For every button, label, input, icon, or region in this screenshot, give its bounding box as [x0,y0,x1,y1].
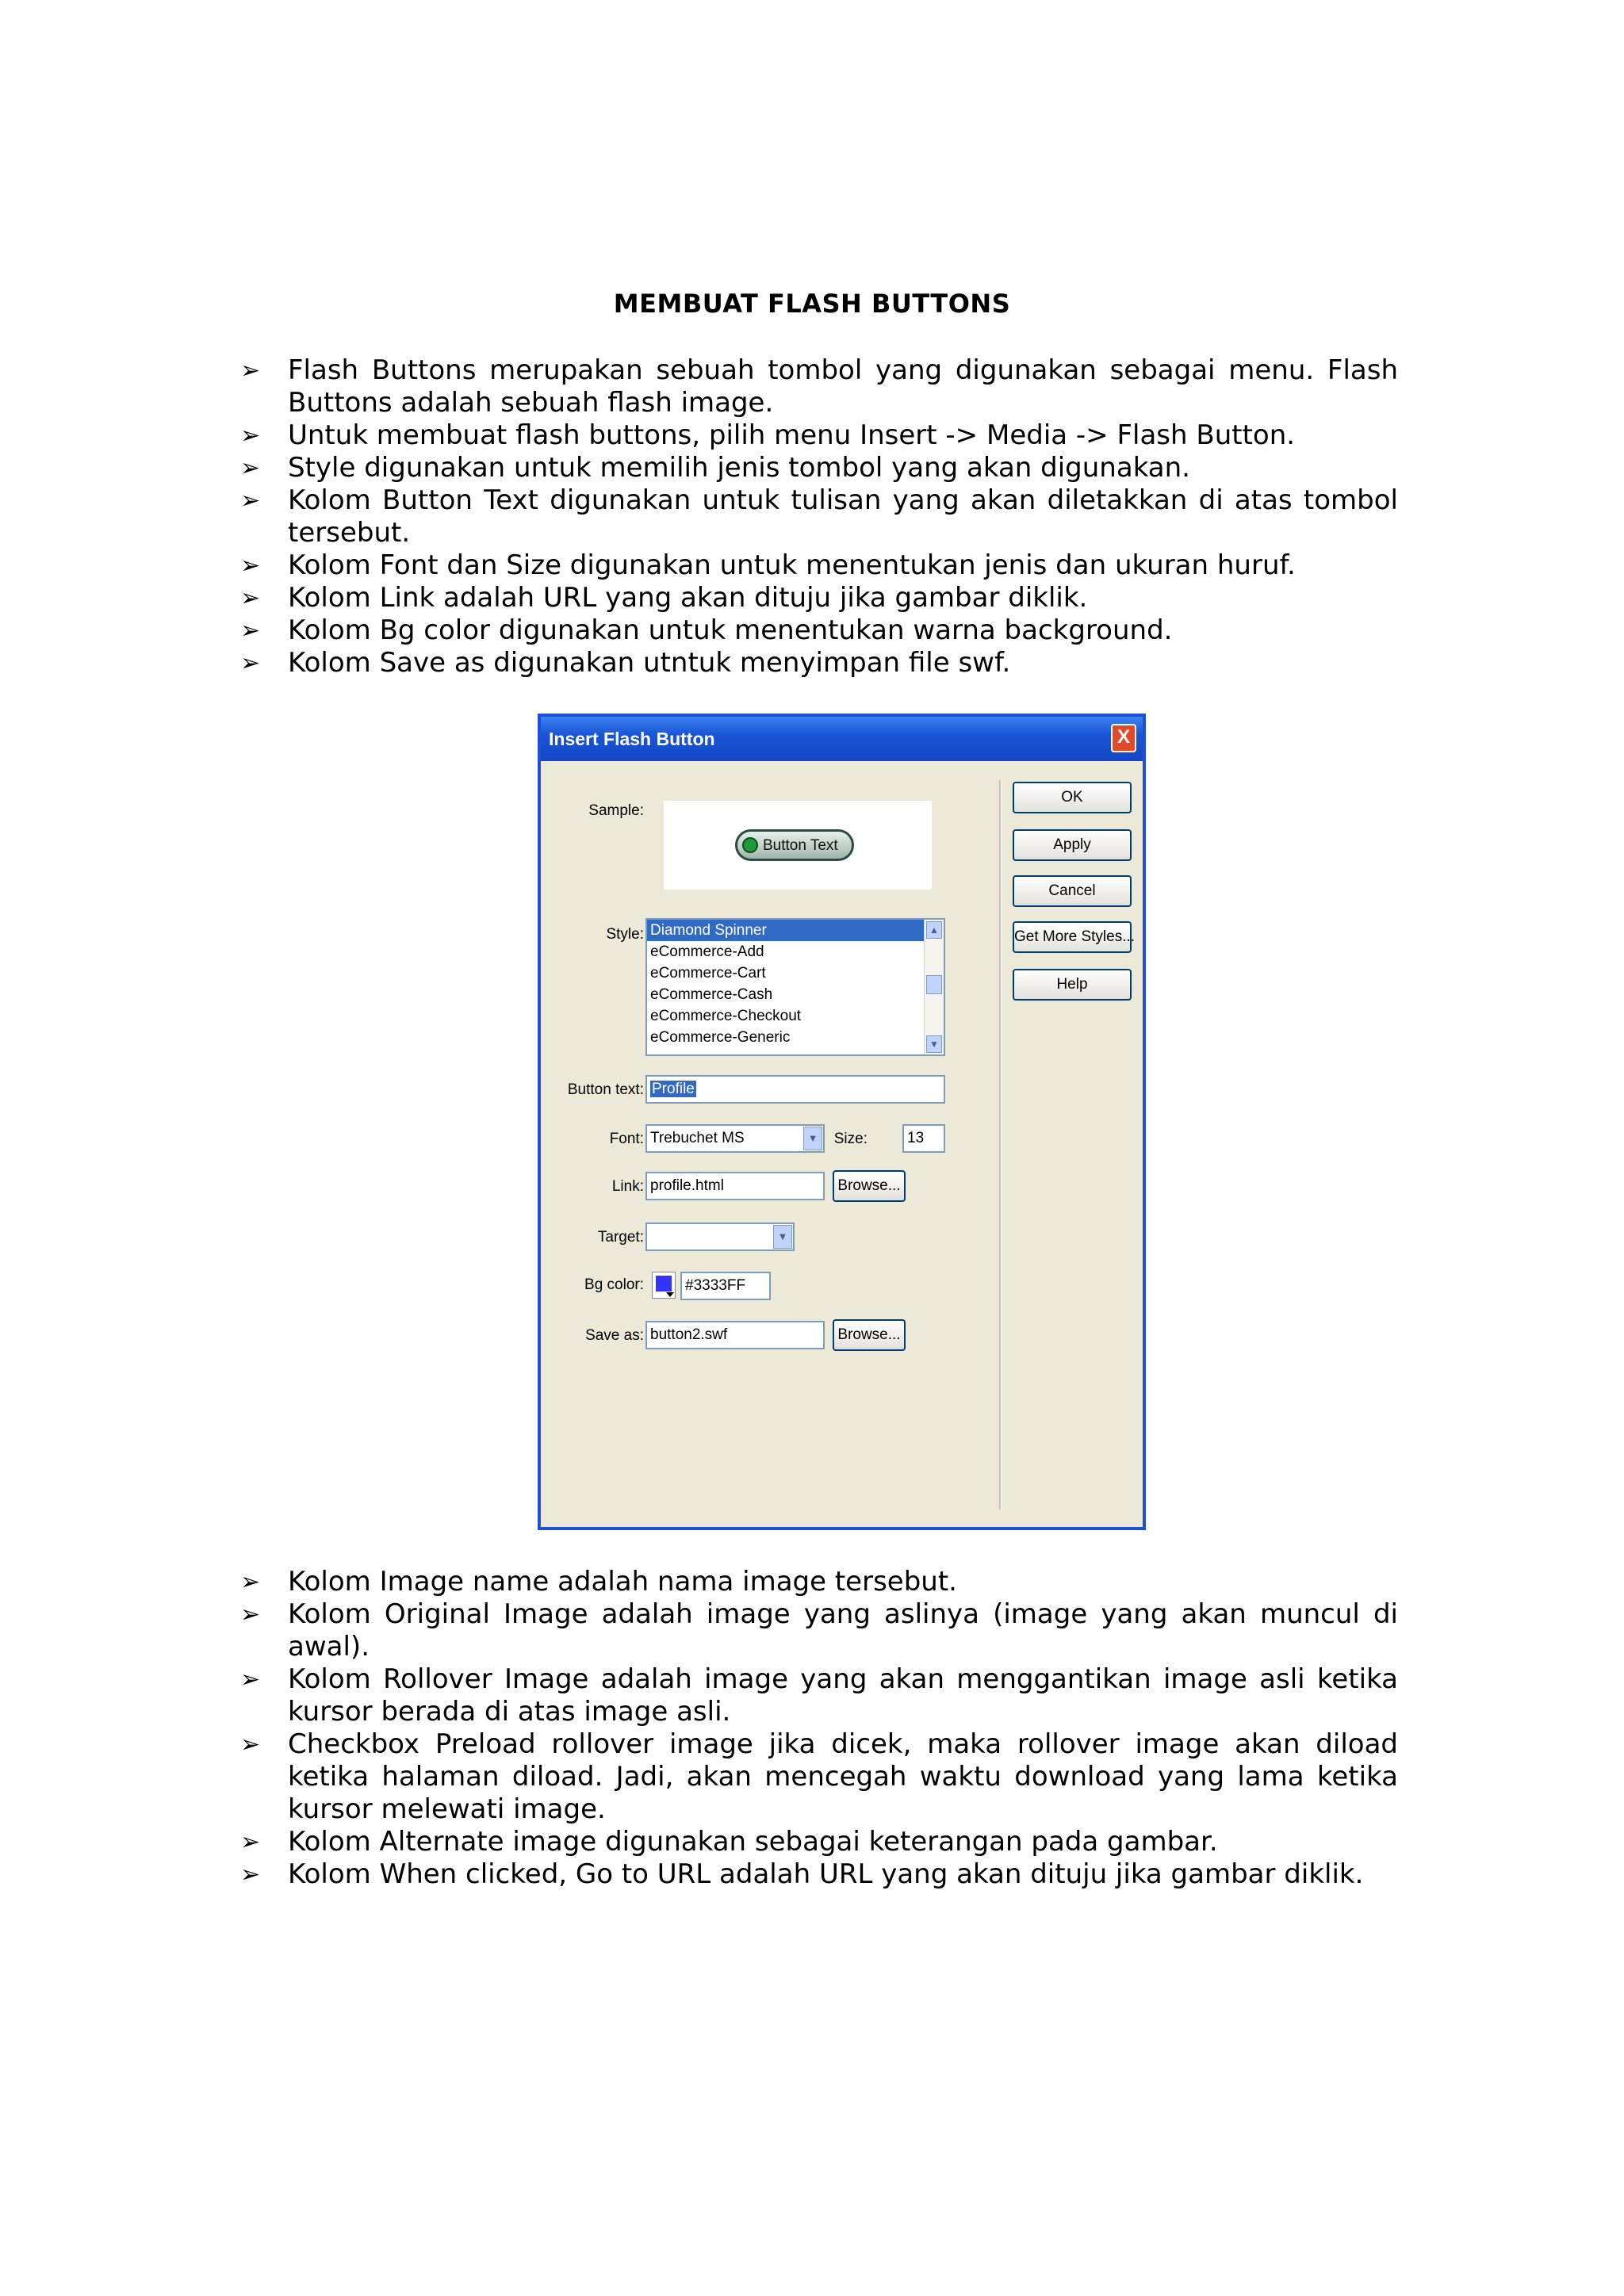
cancel-button[interactable]: Cancel [1013,875,1132,907]
list-item[interactable]: eCommerce-Checkout [650,1008,802,1024]
list-item[interactable]: eCommerce-Cash [650,986,773,1003]
sample-button-text: Button Text [763,837,838,854]
button-text-value: Profile [652,1081,695,1097]
sample-flash-button [735,829,854,861]
sample-preview [664,801,932,890]
link-value: profile.html [650,1177,724,1194]
list-item: ➢ Kolom Bg color digunakan untuk menentukan warna background. [240,614,1173,646]
list-item: ➢ Kolom Rollover Image adalah image yang akan menggantikan image asli ketika kursor berada di atas image asli. [240,1663,1398,1728]
button-text-input[interactable] [645,1075,945,1104]
scroll-down-icon[interactable]: ▼ [926,1035,942,1053]
list-item: ➢ Kolom Button Text digunakan untuk tulisan yang akan diletakkan di atas tombol tersebut. [240,484,1398,549]
size-input[interactable] [902,1124,945,1153]
chevron-down-icon[interactable]: ▼ [803,1127,822,1150]
arrow-bullet-icon: ➢ [240,1731,261,1758]
list-item[interactable]: eCommerce-Cart [650,965,766,982]
arrow-bullet-icon: ➢ [240,649,261,677]
dialog-title: Insert Flash Button [549,729,715,749]
sample-label: Sample: [588,802,644,819]
list-item: ➢ Style digunakan untuk memilih jenis tombol yang akan digunakan. [240,452,1190,484]
save-as-value: button2.swf [650,1326,728,1343]
arrow-bullet-icon: ➢ [240,1828,261,1856]
list-item: ➢ Kolom Original Image adalah image yang aslinya (image yang akan muncul di awal). [240,1598,1398,1663]
style-listbox[interactable] [645,918,945,1056]
dropdown-triangle-icon [666,1292,674,1297]
target-select[interactable] [645,1223,795,1251]
link-label: Link: [611,1178,644,1195]
dialog-titlebar[interactable] [541,717,1143,761]
list-item[interactable]: eCommerce-Generic [650,1029,791,1046]
target-label: Target: [597,1229,644,1246]
arrow-bullet-icon: ➢ [240,422,261,450]
size-value: 13 [907,1130,925,1146]
link-browse-button[interactable]: Browse... [833,1170,906,1202]
arrow-bullet-icon: ➢ [240,1568,261,1596]
scroll-up-icon[interactable]: ▲ [926,921,942,939]
close-icon[interactable]: X [1111,724,1136,752]
list-item: ➢ Kolom Image name adalah nama image tersebut. [240,1566,957,1598]
arrow-bullet-icon: ➢ [240,552,261,580]
dialog-separator [999,780,1002,1510]
bullet-list-bottom [240,1566,1398,1891]
list-item: ➢ Checkbox Preload rollover image jika dicek, maka rollover image akan diload ketika halaman diload. Jadi, akan mencegah waktu download yang lama ketika kursor melewati image. [240,1728,1398,1825]
arrow-bullet-icon: ➢ [240,357,261,385]
apply-button[interactable]: Apply [1013,829,1132,861]
save-as-browse-button[interactable]: Browse... [833,1319,906,1351]
save-as-label: Save as: [585,1327,644,1344]
font-value: Trebuchet MS [650,1130,745,1146]
bg-color-label: Bg color: [584,1276,644,1293]
list-item: ➢ Kolom Link adalah URL yang akan dituju jika gambar diklik. [240,582,1088,614]
arrow-bullet-icon: ➢ [240,1601,261,1628]
color-swatch-fill [656,1276,672,1292]
diamond-icon [742,837,758,853]
font-label: Font: [609,1131,644,1147]
bg-color-value: #3333FF [685,1277,746,1294]
list-item[interactable]: eCommerce-Add [650,943,764,960]
insert-flash-button-dialog [538,714,1146,1530]
help-button[interactable]: Help [1013,969,1132,1001]
list-item: ➢ Kolom When clicked, Go to URL adalah URL yang akan dituju jika gambar diklik. [240,1858,1364,1890]
list-item: ➢ Flash Buttons merupakan sebuah tombol yang digunakan sebagai menu. Flash Buttons adalah sebuah flash image. [240,354,1398,419]
list-item: ➢ Kolom Alternate image digunakan sebagai keterangan pada gambar. [240,1826,1218,1858]
arrow-bullet-icon: ➢ [240,617,261,645]
arrow-bullet-icon: ➢ [240,1666,261,1693]
style-scrollbar[interactable] [924,920,944,1054]
ok-button[interactable]: OK [1013,782,1132,813]
bg-color-input[interactable] [680,1272,771,1300]
size-label: Size: [833,1131,868,1147]
list-item: ➢ Kolom Save as digunakan utntuk menyimpan file swf. [240,647,1011,679]
arrow-bullet-icon: ➢ [240,584,261,612]
bullet-list-top [240,354,1398,679]
page-title: MEMBUAT FLASH BUTTONS [613,289,1011,319]
button-text-label: Button text: [567,1081,644,1098]
scroll-thumb[interactable] [926,975,942,994]
arrow-bullet-icon: ➢ [240,487,261,515]
color-picker-swatch[interactable] [652,1272,676,1299]
arrow-bullet-icon: ➢ [240,454,261,482]
save-as-input[interactable] [645,1321,825,1349]
link-input[interactable] [645,1172,825,1200]
list-item[interactable]: Diamond Spinner [647,920,944,941]
chevron-down-icon[interactable]: ▼ [773,1225,792,1249]
arrow-bullet-icon: ➢ [240,1861,261,1888]
get-more-styles-button[interactable]: Get More Styles... [1013,921,1132,953]
list-item: ➢ Kolom Font dan Size digunakan untuk menentukan jenis dan ukuran huruf. [240,549,1296,581]
style-label: Style: [606,926,644,943]
list-item: ➢ Untuk membuat flash buttons, pilih menu Insert -> Media -> Flash Button. [240,419,1296,451]
